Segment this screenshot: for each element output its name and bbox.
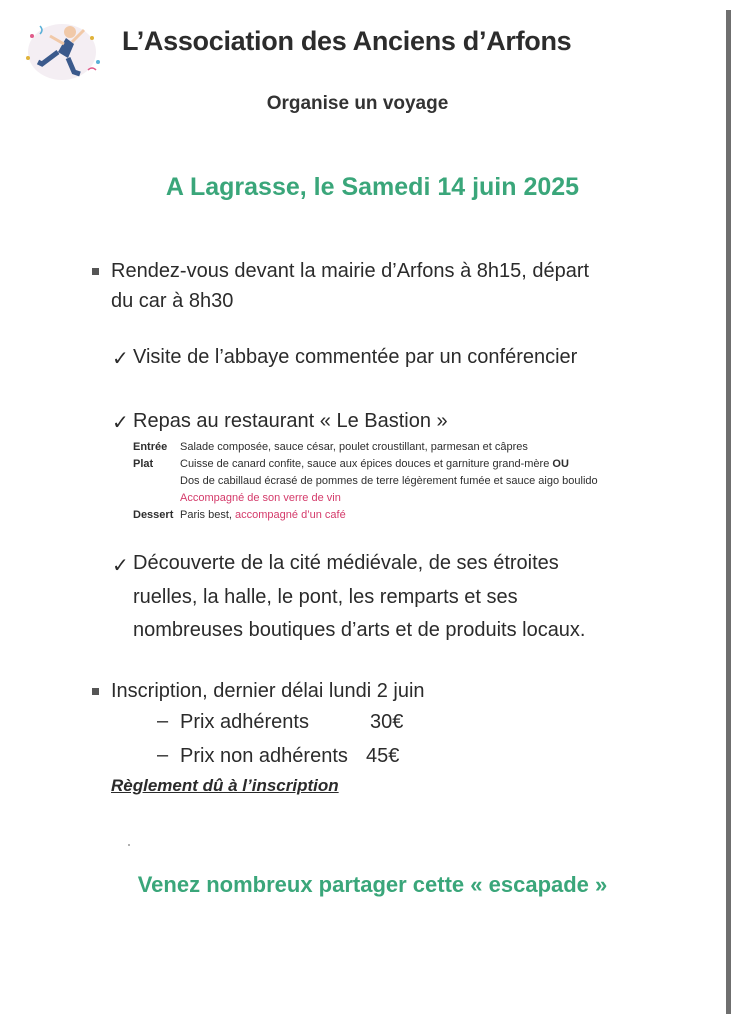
meeting-line-2: du car à 8h30 (111, 290, 234, 312)
menu-text: Cuisse de canard confite, sauce aux épices douces et garniture grand-mère (180, 458, 550, 470)
menu-details (133, 439, 598, 524)
menu-row-plat-alt (133, 473, 598, 490)
discovery-line-2: ruelles, la halle, le pont, les remparts et ses (133, 586, 518, 608)
menu-text: Paris best, (180, 509, 232, 521)
menu-row-dessert (133, 507, 598, 524)
event-date: A Lagrasse, le Samedi 14 juin 2025 (165, 173, 580, 201)
payment-note: Règlement dû à l’inscription (111, 776, 339, 795)
menu-text: Salade composée, sauce césar, poulet croustillant, parmesan et câpres (180, 441, 528, 453)
price-member: 30€ (370, 711, 404, 733)
price-member-label: Prix adhérents (180, 711, 309, 733)
page-edge-border (726, 10, 731, 1014)
page-title: L’Association des Anciens d’Arfons (122, 26, 572, 56)
menu-row-wine (133, 490, 598, 507)
dancer-logo-icon (18, 18, 108, 84)
checkmark-icon: ✓ (112, 412, 129, 434)
dash-icon: – (157, 744, 169, 766)
menu-wine: Accompagné de son verre de vin (180, 492, 341, 504)
price-nonmember: 45€ (366, 745, 400, 767)
visit-item: Visite de l’abbaye commentée par un conférencier (133, 346, 578, 368)
menu-label: Dessert (133, 509, 174, 521)
menu-label: Entrée (133, 441, 168, 453)
discovery-line-3: nombreuses boutiques d’arts et de produits locaux. (133, 619, 586, 641)
menu-text: Dos de cabillaud écrasé de pommes de terre légèrement fumée et sauce aigo boulido (180, 475, 598, 487)
registration-deadline: Inscription, dernier délai lundi 2 juin (111, 680, 425, 702)
price-nonmember-label: Prix non adhérents (180, 745, 348, 767)
checkmark-icon: ✓ (112, 348, 129, 370)
page-subtitle: Organise un voyage (266, 93, 449, 114)
menu-label: Plat (133, 458, 154, 470)
meal-item: Repas au restaurant « Le Bastion » (133, 410, 448, 432)
square-bullet-icon (92, 268, 99, 275)
checkmark-icon: ✓ (112, 555, 129, 577)
square-bullet-icon (92, 688, 99, 695)
discovery-line-1: Découverte de la cité médiévale, de ses étroites (133, 552, 559, 574)
menu-or: OU (552, 458, 569, 470)
menu-row-plat (133, 456, 598, 473)
menu-row-entree (133, 439, 598, 456)
menu-dessert-extra: accompagné d’un café (235, 509, 346, 521)
scan-speck (128, 844, 130, 846)
closing-message: Venez nombreux partager cette « escapade » (137, 872, 608, 897)
meeting-line-1: Rendez-vous devant la mairie d’Arfons à 8h15, départ (111, 260, 590, 282)
dash-icon: – (157, 710, 169, 732)
